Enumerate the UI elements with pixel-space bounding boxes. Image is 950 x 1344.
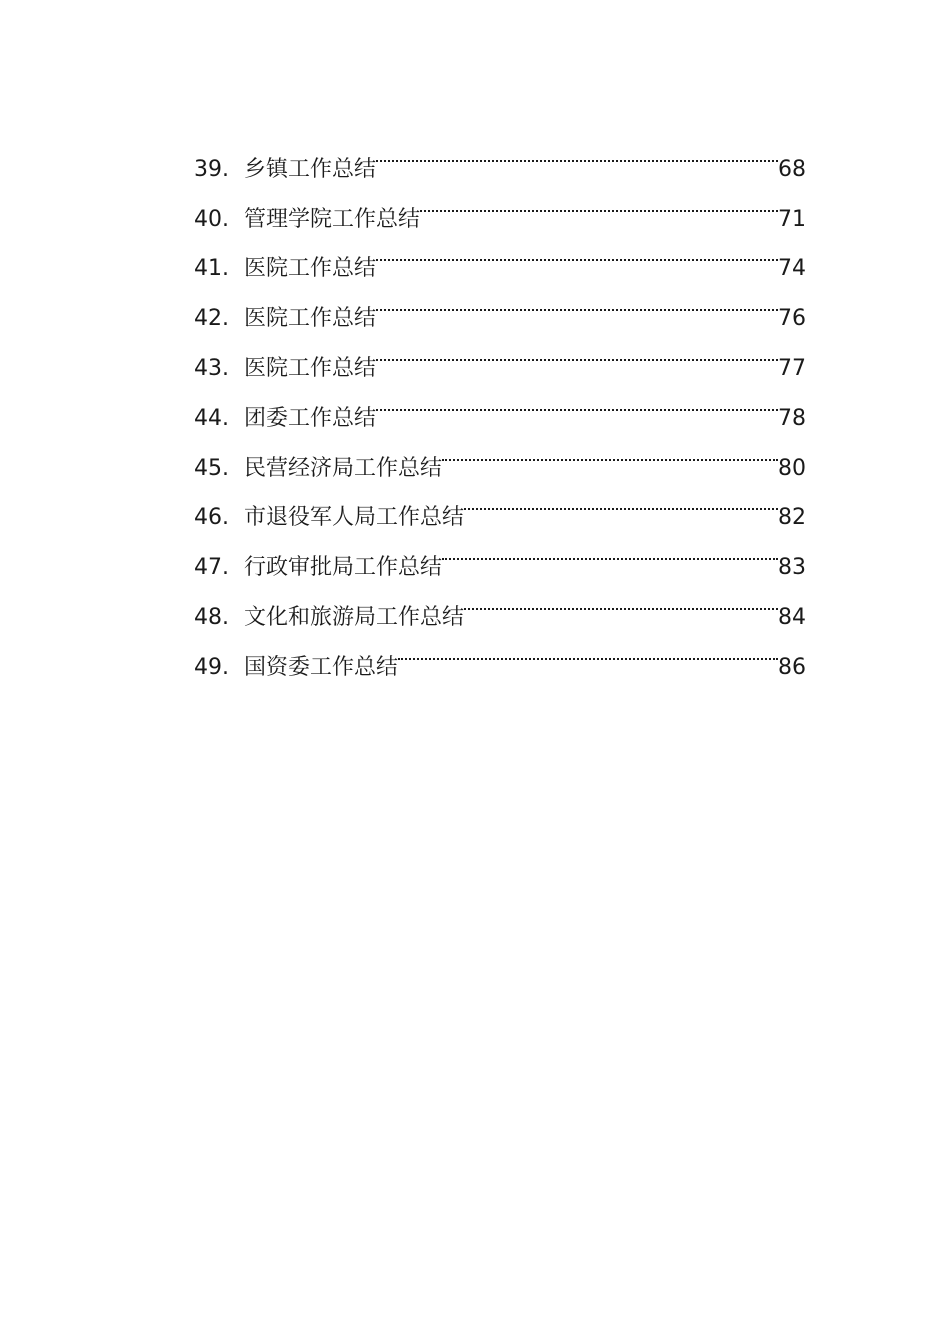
toc-entry-page: 74 [778,256,806,282]
dot-leader [464,574,778,624]
toc-entry-title: 民营经济局工作总结 [244,455,443,481]
toc-entry-page: 80 [778,455,806,481]
toc-entry-page: 68 [778,156,806,182]
table-of-contents [194,126,806,680]
toc-entry-page: 76 [778,306,806,332]
dot-leader [442,524,778,574]
toc-entry-number: 44. [194,405,229,431]
toc-entry-number: 39. [194,156,229,182]
dot-leader [398,624,778,674]
toc-entry-number: 42. [194,306,229,332]
dot-leader [376,375,778,425]
toc-entry-title: 国资委工作总结 [244,654,399,680]
toc-entry-page: 71 [778,206,806,232]
toc-entry[interactable] [194,126,806,182]
toc-entry-number: 49. [194,654,229,680]
toc-entry-title: 文化和旅游局工作总结 [244,604,465,630]
toc-entry-number: 41. [194,256,229,282]
dot-leader [464,475,778,525]
toc-entry-title: 医院工作总结 [244,355,377,381]
toc-entry-number: 46. [194,505,229,531]
dot-leader [376,226,778,276]
toc-entry-title: 乡镇工作总结 [244,156,377,182]
toc-entry-title: 团委工作总结 [244,405,377,431]
toc-entry-title: 医院工作总结 [244,306,377,332]
toc-entry-page: 83 [778,555,806,581]
toc-entry-page: 86 [778,654,806,680]
toc-entry-number: 47. [194,555,229,581]
toc-entry-title: 管理学院工作总结 [244,206,421,232]
dot-leader [376,126,778,176]
toc-entry-number: 45. [194,455,229,481]
toc-entry-title: 行政审批局工作总结 [244,555,443,581]
toc-entry-page: 78 [778,405,806,431]
dot-leader [420,176,778,226]
toc-entry-number: 48. [194,604,229,630]
dot-leader [442,425,778,475]
dot-leader [376,325,778,375]
toc-entry-title: 医院工作总结 [244,256,377,282]
toc-entry-page: 82 [778,505,806,531]
toc-entry-title: 市退役军人局工作总结 [244,505,465,531]
toc-entry-page: 84 [778,604,806,630]
toc-entry-page: 77 [778,355,806,381]
toc-entry-number: 43. [194,355,229,381]
dot-leader [376,275,778,325]
toc-entry-number: 40. [194,206,229,232]
